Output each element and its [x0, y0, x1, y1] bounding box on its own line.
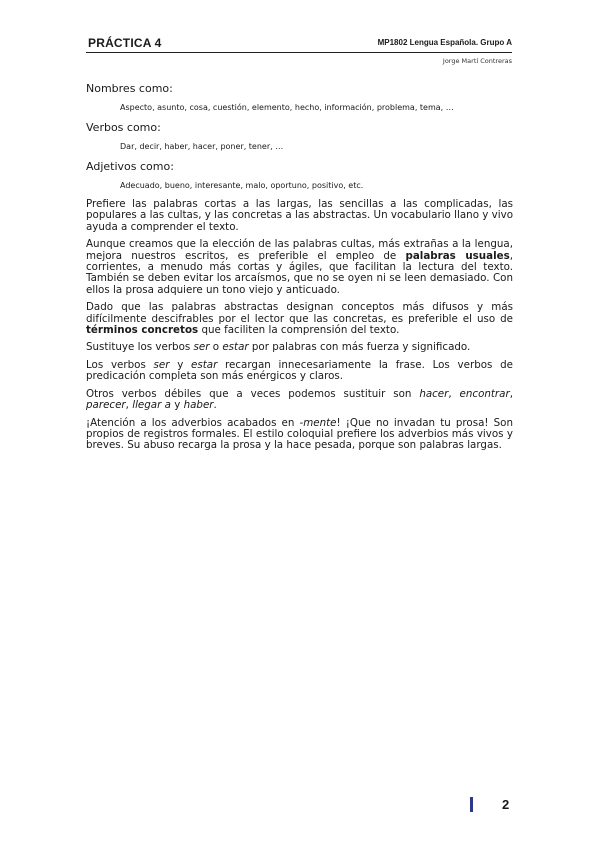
category-adjectives: [86, 160, 513, 192]
text-run: , corrientes, a menudo más cortas y ágiles, que facilitan la lectura del texto. También se deben evitar los arcaísmos, que no se oyen ni se leen demasiado. Con ellos la prosa adquiere un tono viejo y anticuado.: [86, 249, 513, 296]
category-label: Verbos como:: [86, 121, 161, 134]
bold-term: términos concretos: [86, 324, 199, 337]
category-label: Nombres como:: [86, 82, 173, 95]
italic-term: ser: [193, 341, 210, 354]
italic-term: hacer: [419, 387, 449, 400]
paragraph-short-words: Prefiere las palabras cortas a las largas, las sencillas a las complicadas, las populares a las cultas, y las concretas a las abstractas. Un vocabulario llano y vivo ayuda a comprender el texto.: [86, 198, 513, 233]
text-run: ,: [448, 387, 460, 400]
text-run: ¡Atención a los adverbios acabados en: [86, 416, 300, 429]
page-marker-bar: [470, 797, 473, 812]
header-author: Jorge Martí Contreras: [442, 57, 512, 65]
italic-term: parecer: [86, 399, 126, 412]
paragraph-concrete-terms: [86, 302, 513, 336]
text-run: y: [169, 358, 192, 371]
bold-term: palabras usuales: [405, 249, 510, 262]
page-number: 2: [502, 797, 510, 812]
text-run: Dado que las palabras abstractas designan conceptos más difusos y más difícilmente descifrables por el lector que las concretas, es preferible el uso de: [86, 301, 513, 325]
page-header: [86, 36, 512, 53]
text-run: recargan innecesariamente la frase. Los verbos de predicación completa son más enérgicos y claros.: [86, 358, 513, 383]
italic-term: haber: [183, 399, 214, 412]
text-run: y: [170, 399, 184, 412]
italic-term: estar: [222, 341, 249, 354]
text-run: Sustituye los verbos: [86, 341, 194, 354]
text-run: .: [213, 399, 217, 412]
text-run: por palabras con más fuerza y significado.: [248, 341, 471, 354]
paragraph-weak-verbs: [86, 389, 513, 412]
category-nouns: [86, 82, 513, 114]
header-course: MP1802 Lengua Española. Grupo A: [377, 38, 512, 47]
category-examples: Dar, decir, haber, hacer, poner, tener, …: [120, 142, 284, 151]
category-label: Adjetivos como:: [86, 160, 174, 173]
text-run: Los verbos: [86, 358, 154, 371]
text-run: que faciliten la comprensión del texto.: [198, 324, 400, 337]
italic-term: ser: [153, 358, 170, 371]
italic-term: llegar a: [132, 399, 171, 412]
category-examples: Aspecto, asunto, cosa, cuestión, elemento, hecho, información, problema, tema, …: [120, 103, 454, 112]
category-verbs: [86, 121, 513, 153]
category-examples: Adecuado, bueno, interesante, malo, oportuno, positivo, etc.: [120, 181, 364, 190]
paragraph-substitute-verbs: [86, 342, 513, 353]
text-run: Otros verbos débiles que a veces podemos sustituir son: [86, 387, 420, 400]
text-run: Aunque creamos que la elección de las palabras cultas, más extrañas a la lengua, mejora nuestros escritos, es preferible el empleo de: [86, 238, 513, 262]
text-run: o: [209, 341, 223, 354]
text-run: ,: [509, 387, 513, 400]
paragraph-usual-words: [86, 239, 513, 296]
text-run: ! ¡Que no invadan tu prosa! Son propios de registros formales. El estilo coloquial prefiere los adverbios más vivos y breves. Su abuso recarga la prosa y la hace pesada, porque son palabras largas.: [86, 416, 513, 452]
paragraph-ser-estar: [86, 360, 513, 383]
text-run: ,: [125, 399, 133, 412]
header-title: PRÁCTICA 4: [88, 36, 162, 50]
italic-term: estar: [191, 358, 218, 371]
paragraph-mente-adverbs: [86, 418, 513, 452]
italic-term: -mente: [299, 416, 337, 429]
italic-term: encontrar: [459, 387, 510, 400]
document-body: [86, 82, 513, 458]
